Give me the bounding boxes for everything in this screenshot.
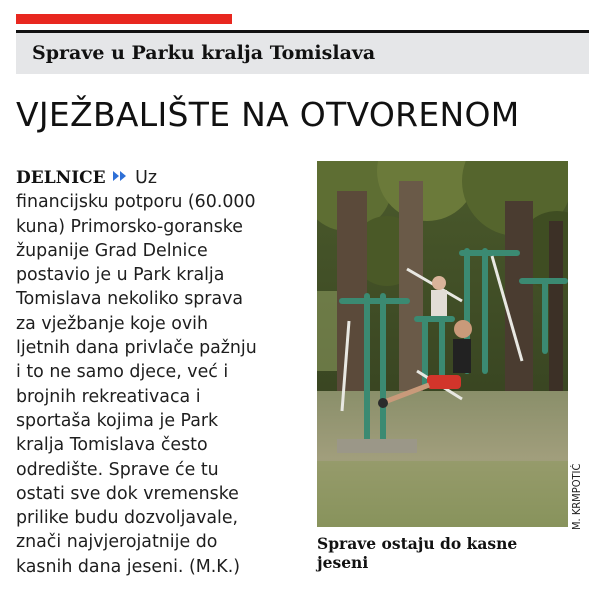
article-line: odredište. Sprave će tu [16,459,219,480]
article-line: županije Grad Delnice [16,240,208,261]
dateline: DELNICE [16,168,106,188]
article-line: i to ne samo djece, već i [16,362,229,383]
photo-caption [317,534,577,572]
article-line: kasnih dana jeseni. (M.K.) [16,556,241,577]
double-arrow-icon [112,170,128,182]
article-line: za vježbanje koje ovih [16,313,208,334]
article-line: Tomislava nekoliko sprava [16,289,244,310]
article-first-line [16,166,298,190]
accent-bar [16,14,232,24]
kicker: Sprave u Parku kralja Tomislava [16,33,589,74]
photo-credit: M. KRMPOTIĆ [570,463,583,530]
article-line: sportaša kojima je Park [16,410,219,431]
caption-line: Sprave ostaju do kasne [317,534,518,553]
article-line: kralja Tomislava često [16,435,208,456]
article-line: brojnih rekreativaca i [16,386,201,407]
article-line: prilike budu dozvoljavale, [16,508,239,529]
park-photo-illustration [317,161,568,527]
article-line: kuna) Primorsko-goranske [16,216,243,237]
article-line: znači najvjerojatnije do [16,532,218,553]
article-line: ostati sve dok vremenske [16,483,239,504]
article-line: Uz [135,168,158,188]
article-line: financijsku potporu (60.000 [16,192,256,213]
headline: VJEŽBALIŠTE NA OTVORENOM [16,95,520,134]
article-body [16,166,298,579]
caption-line: jeseni [317,553,369,572]
park-photo [317,161,568,527]
article-line: ljetnih dana privlače pažnju [16,338,257,359]
article-line: postavio je u Park kralja [16,265,225,286]
